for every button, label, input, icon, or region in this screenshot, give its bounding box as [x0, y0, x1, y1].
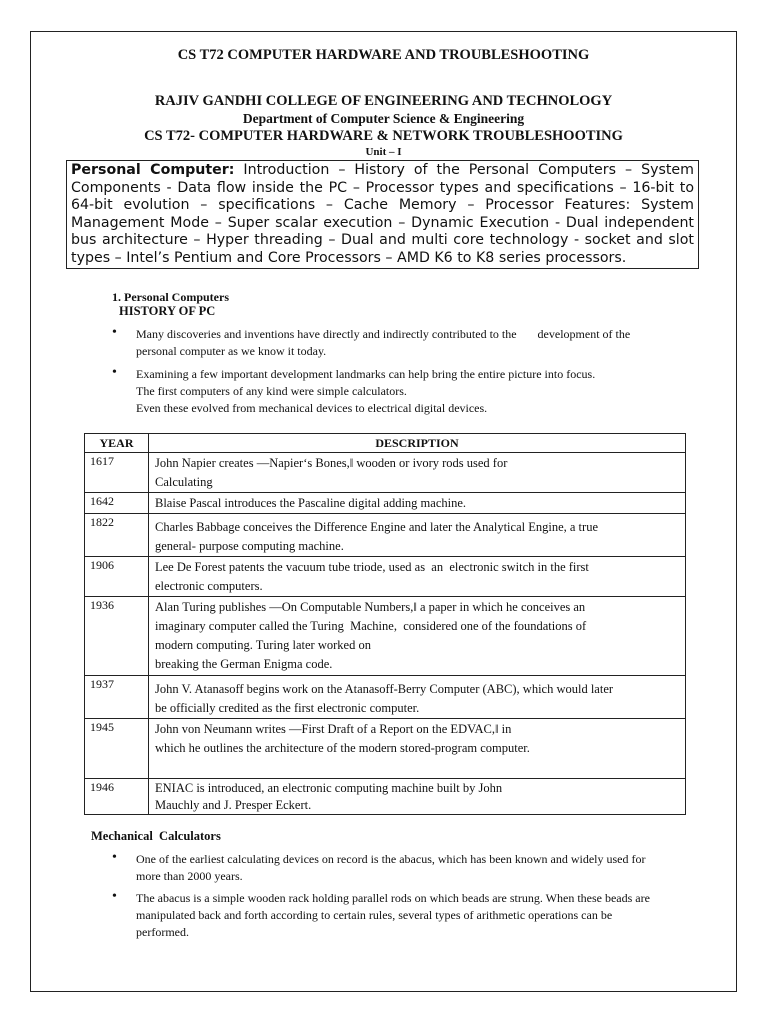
bullet-paragraph: [136, 890, 679, 941]
description-cell: [149, 779, 686, 815]
year-cell: 1946: [85, 779, 149, 815]
year-cell: 1617: [85, 453, 149, 493]
year-cell: 1936: [85, 597, 149, 676]
text-line: manipulated back and forth according to certain rules, several types of arithmetic operations can be: [136, 908, 613, 922]
syllabus-box: [66, 160, 699, 269]
text-line: breaking the German Enigma code.: [155, 657, 333, 671]
year-cell: 1937: [85, 676, 149, 719]
text-line: imaginary computer called the Turing Machine, considered one of the foundations of: [155, 619, 587, 633]
year-cell: 1906: [85, 557, 149, 597]
bullet-icon: •: [112, 325, 117, 340]
text-line: general- purpose computing machine.: [155, 539, 344, 553]
text-line: ENIAC is introduced, an electronic computing machine built by John: [155, 781, 503, 795]
unit-label: Unit – I: [365, 146, 402, 158]
year-cell: 1945: [85, 719, 149, 779]
syllabus-text: Introduction – History of the Personal Computers – System Components - Data flow inside the PC – Processor types and specifications – 16-bit to 64-bit evolution – specifications – Cache Memory – Processor Features: System Management Mode – Super scalar execution – Dynamic Execution - Dual independent bus architecture – Hyper threading – Dual and multi core technology - socket and slot types – Intel’s Pentium and Core Processors – AMD K6 to K8 series processors.: [71, 162, 694, 266]
text-line: One of the earliest calculating devices on record is the abacus, which has been known and widely used for: [136, 852, 646, 866]
table-row: [85, 779, 686, 815]
bullet-icon: •: [112, 889, 117, 904]
college-name: RAJIV GANDHI COLLEGE OF ENGINEERING AND TECHNOLOGY: [154, 93, 613, 109]
section-title: 1. Personal Computers: [112, 290, 229, 304]
table-row: [85, 453, 686, 493]
text-line: performed.: [136, 925, 189, 939]
text-line: which he outlines the architecture of the modern stored-program computer.: [155, 741, 530, 755]
text-line: more than 2000 years.: [136, 869, 243, 883]
year-cell: 1642: [85, 493, 149, 514]
bullet-paragraph: [136, 851, 679, 885]
department-name: Department of Computer Science & Engineering: [242, 111, 525, 126]
table-row: [85, 514, 686, 557]
table-row: [85, 676, 686, 719]
course-title: CS T72- COMPUTER HARDWARE & NETWORK TROUBLESHOOTING: [144, 128, 623, 144]
text-line: personal computer as we know it today.: [136, 344, 327, 358]
text-line: be officially credited as the first electronic computer.: [155, 701, 420, 715]
text-line: Charles Babbage conceives the Difference Engine and later the Analytical Engine, a true: [155, 520, 598, 534]
text-line: The first computers of any kind were simple calculators.: [136, 384, 407, 398]
text-line: John von Neumann writes ―First Draft of a Report on the EDVAC,‖ in: [155, 722, 512, 736]
text-line: modern computing. Turing later worked on: [155, 638, 371, 652]
description-header: DESCRIPTION: [149, 434, 686, 453]
text-line: Lee De Forest patents the vacuum tube triode, used as an electronic switch in the first: [155, 560, 589, 574]
table-row: [85, 493, 686, 514]
text-line: Alan Turing publishes ―On Computable Numbers,‖ a paper in which he conceives an: [155, 600, 586, 614]
bullet-paragraph: [136, 366, 679, 417]
bullet-paragraph: [136, 326, 679, 360]
bullet-icon: •: [112, 850, 117, 865]
description-cell: [149, 514, 686, 557]
section-subtitle: HISTORY OF PC: [119, 304, 216, 318]
year-cell: 1822: [85, 514, 149, 557]
text-line: The abacus is a simple wooden rack holding parallel rods on which beads are strung. When these beads are: [136, 891, 650, 905]
year-header: YEAR: [85, 434, 149, 453]
syllabus-heading: Personal Computer:: [71, 162, 235, 178]
description-cell: [149, 453, 686, 493]
mechanical-calculators-heading: Mechanical Calculators: [91, 829, 221, 843]
text-line: Examining a few important development landmarks can help bring the entire picture into focus.: [136, 367, 596, 381]
document-title: CS T72 COMPUTER HARDWARE AND TROUBLESHOOTING: [177, 47, 590, 63]
text-line: John V. Atanasoff begins work on the Atanasoff-Berry Computer (ABC), which would later: [155, 682, 614, 696]
table-row: [85, 719, 686, 779]
table-row: [85, 597, 686, 676]
text-line: John Napier creates ―Napier‘s Bones,‖ wooden or ivory rods used for: [155, 456, 508, 470]
text-line: electronic computers.: [155, 579, 263, 593]
history-table: [84, 433, 686, 815]
text-line: Many discoveries and inventions have directly and indirectly contributed to the development of the: [136, 327, 631, 341]
text-line: Calculating: [155, 475, 213, 489]
description-cell: [149, 597, 686, 676]
bullet-icon: •: [112, 365, 117, 380]
description-cell: [149, 676, 686, 719]
text-line: Mauchly and J. Presper Eckert.: [155, 798, 312, 812]
table-row: [85, 557, 686, 597]
text-line: Blaise Pascal introduces the Pascaline digital adding machine.: [155, 496, 467, 510]
table-header-row: [85, 434, 686, 453]
text-line: Even these evolved from mechanical devices to electrical digital devices.: [136, 401, 488, 415]
description-cell: [149, 719, 686, 779]
description-cell: [149, 493, 686, 514]
description-cell: [149, 557, 686, 597]
